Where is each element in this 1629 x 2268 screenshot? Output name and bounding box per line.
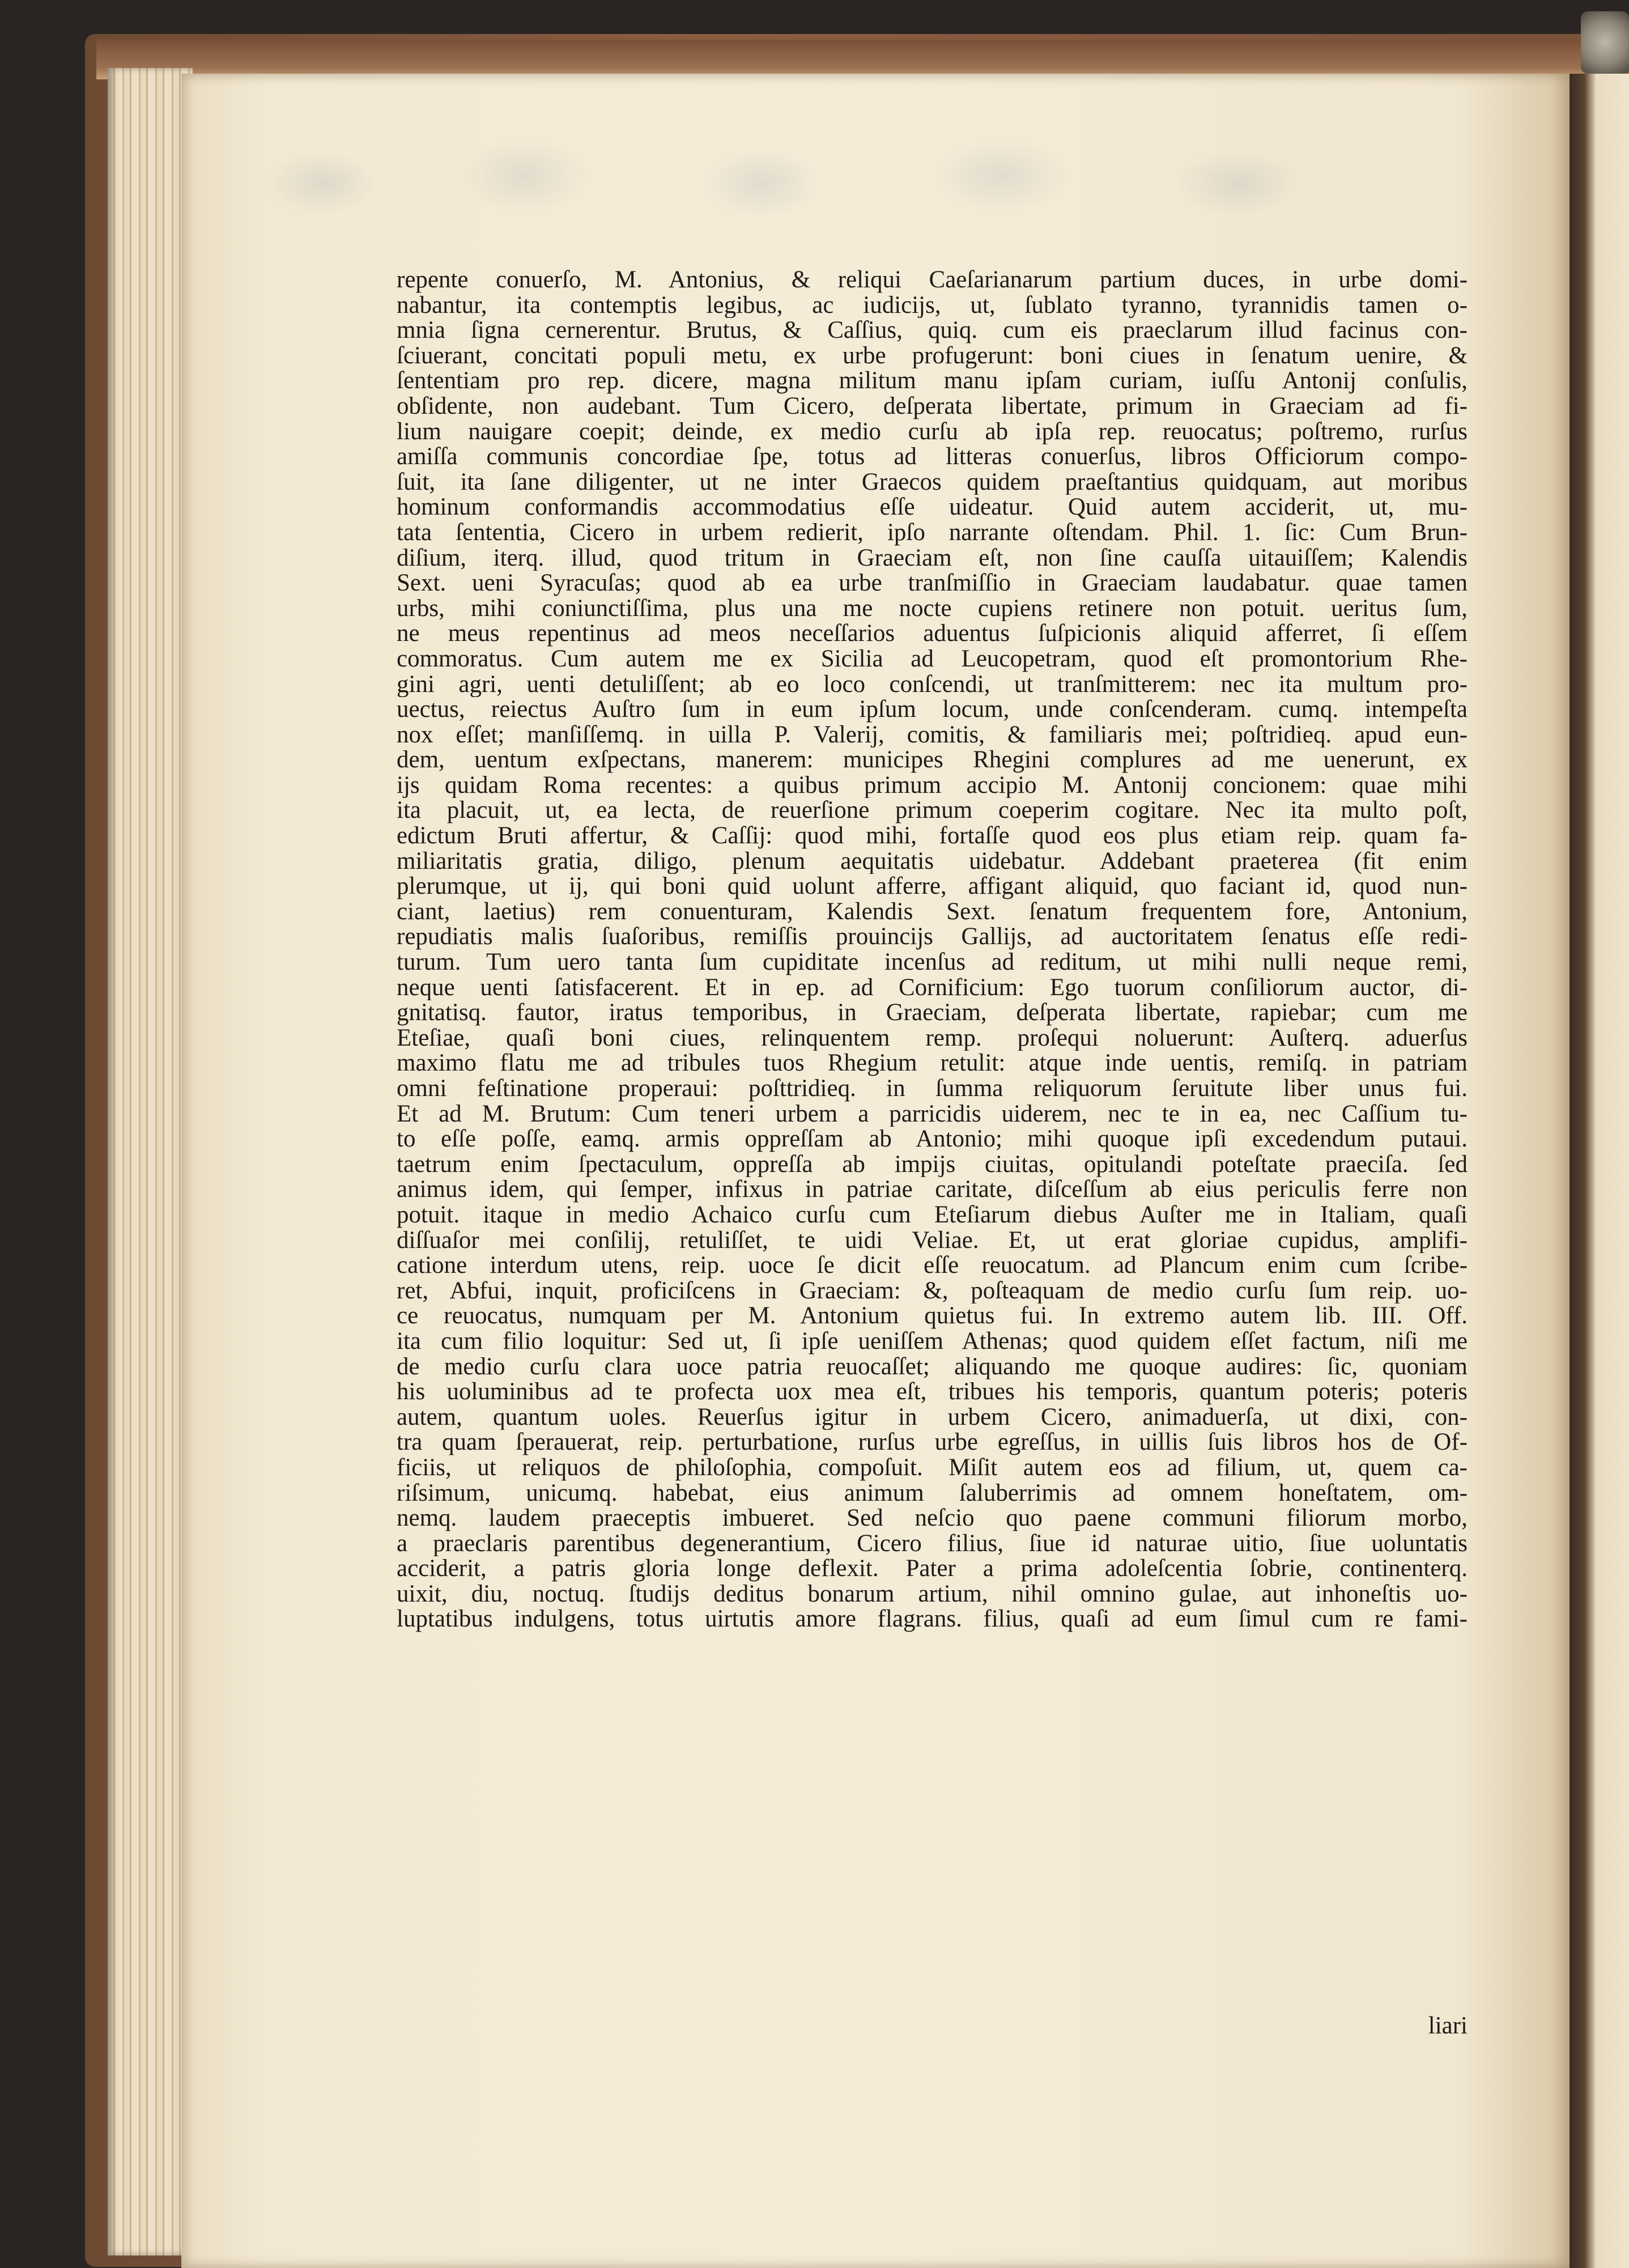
text-line: ita cum filio loquitur: Sed ut, ſi ipſe ueniſſem Athenas; quod quidem eſſet factum, niſi me	[397, 1328, 1468, 1354]
text-line: obſidente, non audebant. Tum Cicero, deſperata libertate, primum in Graeciam ad fi-	[397, 393, 1468, 419]
text-line: a praeclaris parentibus degenerantium, Cicero filius, ſiue id naturae uitio, ſiue uoluntatis	[397, 1531, 1468, 1557]
page-stack-edges	[108, 68, 193, 2256]
text-line: hominum conformandis accommodatius eſſe uideatur. Quid autem acciderit, ut, mu-	[397, 495, 1468, 520]
text-line: repudiatis malis ſuaſoribus, remiſſis prouincijs Gallijs, ad auctoritatem ſenatus eſſe redi-	[397, 924, 1468, 950]
text-line: ret, Abfui, inquit, proficiſcens in Graeciam: &, poſteaquam de medio curſu ſum reip. uo-	[397, 1278, 1468, 1304]
text-line: luptatibus indulgens, totus uirtutis amore flagrans. filius, quaſi ad eum ſimul cum re fami-	[397, 1607, 1468, 1633]
text-line: Et ad M. Brutum: Cum teneri urbem a parricidis uiderem, nec te in ea, nec Caſſium tu-	[397, 1101, 1468, 1127]
text-line: potuit. itaque in medio Achaico curſu cum Eteſiarum diebus Auſter me in Italiam, quaſi	[397, 1202, 1468, 1228]
text-line: ciant, laetius) rem conuenturam, Kalendis Sext. ſenatum frequentem fore, Antonium,	[397, 899, 1468, 925]
text-line: gnitatisq. fautor, iratus temporibus, in Graeciam, deſperata libertate, rapiebar; cum me	[397, 1000, 1468, 1026]
text-line: riſsimum, unicumq. habebat, eius animum ſaluberrimis ad omnem honeſtatem, om-	[397, 1480, 1468, 1506]
text-line: tata ſententia, Cicero in urbem redierit, ipſo narrante oſtendam. Phil. 1. ſic: Cum Brun-	[397, 520, 1468, 546]
text-line: his uoluminibus ad te profecta uox mea eſt, tribues his temporis, quantum poteris; poteris	[397, 1379, 1468, 1405]
page-text-block	[397, 267, 1468, 1632]
text-line: edictum Bruti affertur, & Caſſij: quod mihi, fortaſſe quod eos plus etiam reip. quam fa-	[397, 823, 1468, 849]
text-line: commoratus. Cum autem me ex Sicilia ad Leucopetram, quod eſt promontorium Rhe-	[397, 646, 1468, 672]
text-line: ita placuit, ut, ea lecta, de reuerſione primum coeperim cogitare. Nec ita multo poſt,	[397, 798, 1468, 824]
text-line: plerumque, ut ij, qui boni quid uolunt afferre, affigant aliquid, quo faciant id, quod nun-	[397, 874, 1468, 899]
text-line: de medio curſu clara uoce patria reuocaſſet; aliquando me quoque audires: ſic, quoniam	[397, 1354, 1468, 1380]
text-line: ſuit, ita ſane diligenter, ut ne inter Graecos quidem praeſtantius quidquam, aut moribus	[397, 469, 1468, 495]
text-line: diſſuaſor mei conſilij, retuliſſet, te uidi Veliae. Et, ut erat gloriae cupidus, amplifi-	[397, 1228, 1468, 1254]
text-line: turum. Tum uero tanta ſum cupiditate incenſus ad reditum, ut mihi nulli neque remi,	[397, 950, 1468, 975]
text-line: ijs quidam Roma recentes: a quibus primum accipio M. Antonij concionem: quae mihi	[397, 772, 1468, 799]
text-line: neque uenti ſatisfacerent. Et in ep. ad Cornificium: Ego tuorum conſiliorum auctor, di-	[397, 975, 1468, 1001]
text-line: catione interdum utens, reip. uoce ſe dicit eſſe reuocatum. ad Plancum enim cum ſcribe-	[397, 1253, 1468, 1279]
text-line: diſium, iterq. illud, quod tritum in Graeciam eſt, non ſine cauſſa uitauiſſem; Kalendis	[397, 545, 1468, 571]
text-line: ce reuocatus, numquam per M. Antonium quietus fui. In extremo autem lib. III. Off.	[397, 1303, 1468, 1329]
text-line: urbs, mihi coniunctiſſima, plus una me nocte cupiens retinere non potuit. ueritus ſum,	[397, 596, 1468, 622]
ornament-show-through	[227, 102, 1417, 249]
text-line: ficiis, ut reliquos de philoſophia, compoſuit. Miſit autem eos ad filium, ut, quem ca-	[397, 1455, 1468, 1481]
text-line: ne meus repentinus ad meos neceſſarios aduentus ſuſpicionis aliquid afferret, ſi eſſem	[397, 621, 1468, 647]
text-line: animus idem, qui ſemper, infixus in patriae caritate, diſceſſum ab eius periculis ferre non	[397, 1177, 1468, 1203]
text-line: dem, uentum exſpectans, manerem: municipes Rhegini complures ad me uenerunt, ex	[397, 747, 1468, 773]
text-line: acciderit, a patris gloria longe deflexit. Pater a prima adoleſcentia ſobrie, continenterq.	[397, 1556, 1468, 1582]
text-line: omni feſtinatione properaui: poſttridieq. in ſumma reliquorum ſeruitute liber unus fui.	[397, 1076, 1468, 1102]
text-line: nabantur, ita contemptis legibus, ac iudicijs, ut, ſublato tyranno, tyrannidis tamen o-	[397, 292, 1468, 318]
text-line: repente conuerſo, M. Antonius, & reliqui Caeſarianarum partium duces, in urbe domi-	[397, 267, 1468, 293]
text-line: miliaritatis gratia, diligo, plenum aequitatis uidebatur. Addebant praeterea (fit enim	[397, 848, 1468, 874]
text-line: nemq. laudem praeceptis imbueret. Sed neſcio quo paene communi filiorum morbo,	[397, 1506, 1468, 1531]
text-line: Eteſiae, quaſi boni ciues, relinquentem remp. proſequi noluerunt: Auſterq. aduerſus	[397, 1025, 1468, 1051]
text-line: autem, quantum uoles. Reuerſus igitur in urbem Cicero, animaduerſa, ut dixi, con-	[397, 1404, 1468, 1430]
text-line: amiſſa communis concordiae ſpe, totus ad litteras conuerſus, libros Officiorum compo-	[397, 444, 1468, 470]
text-line: tra quam ſperauerat, reip. perturbatione, rurſus urbe egreſſus, in uillis ſuis libros hos de Of-	[397, 1430, 1468, 1455]
text-line: ſententiam pro rep. dicere, magna militum manu ipſam curiam, iuſſu Antonij conſulis,	[397, 368, 1468, 394]
text-line: uixit, diu, noctuq. ſtudijs deditus bonarum artium, nihil omnino gulae, aut inhoneſtis uo-	[397, 1581, 1468, 1607]
text-line: ſciuerant, concitati populi metu, ex urbe profugerunt: boni ciues in ſenatum uenire, &	[397, 343, 1468, 369]
binding-clasp	[1581, 11, 1629, 74]
text-line: uectus, reiectus Auſtro ſum in eum ipſum locum, unde conſcenderam. cumq. intempeſta	[397, 697, 1468, 723]
text-line: mnia ſigna cernerentur. Brutus, & Caſſius, quiq. cum eis praeclarum illud facinus con-	[397, 318, 1468, 343]
text-line: nox eſſet; manſiſſemq. in uilla P. Valerij, comitis, & familiaris mei; poſtridieq. apud eun-	[397, 722, 1468, 748]
text-line: gini agri, uenti detuliſſent; ab eo loco conſcendi, ut tranſmitterem: nec ita multum pro-	[397, 672, 1468, 698]
text-line: lium nauigare coepit; deinde, ex medio curſu ab ipſa rep. reuocatus; poſtremo, rurſus	[397, 419, 1468, 445]
catchword: liari	[1428, 2012, 1468, 2039]
text-line: to eſſe poſſe, eamq. armis oppreſſam ab Antonio; mihi quoque ipſi excedendum putaui.	[397, 1127, 1468, 1152]
text-line: Sext. ueni Syracuſas; quod ab ea urbe tranſmiſſio in Graeciam laudabatur. quae tamen	[397, 571, 1468, 596]
text-line: maximo flatu me ad tribules tuos Rhegium retulit: atque inde uentis, remiſq. in patriam	[397, 1051, 1468, 1076]
text-line: taetrum enim ſpectaculum, oppreſſa ab impijs ciuitas, opitulandi poteſtate praeciſa. ſed	[397, 1152, 1468, 1178]
next-page-edge	[1570, 74, 1629, 2268]
